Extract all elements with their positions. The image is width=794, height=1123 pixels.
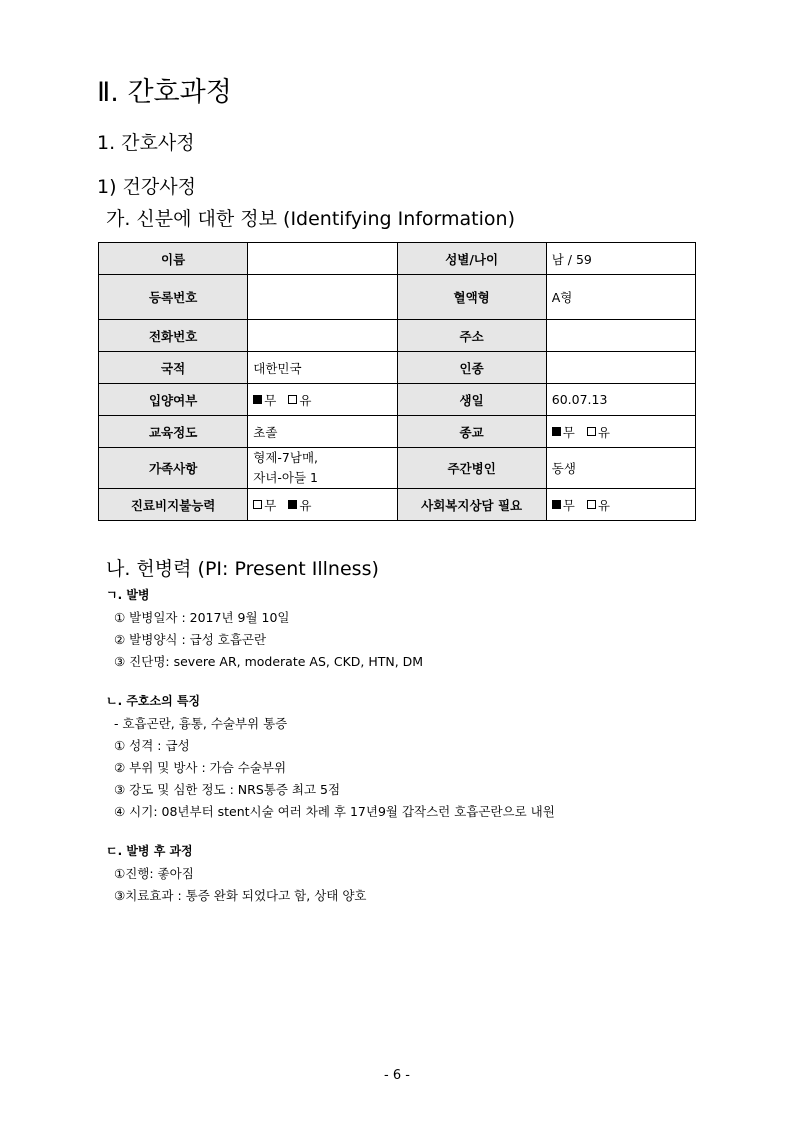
identifying-info-table (98, 242, 696, 521)
religion-options (546, 416, 695, 448)
checkbox-icon (253, 500, 262, 509)
welfare-no-option[interactable] (552, 496, 575, 514)
race-value (546, 352, 695, 384)
subsection-title: 1) 건강사정 (97, 176, 196, 198)
table-row (99, 320, 696, 352)
chief-complaint-intro: - 호흡곤란, 흉통, 수술부위 통증 (114, 716, 288, 731)
welfare-label: 사회복지상담 필요 (397, 489, 546, 521)
checkbox-icon (552, 500, 561, 509)
address-value (546, 320, 695, 352)
table-row (99, 275, 696, 320)
reg-value (248, 275, 397, 320)
page-number: - 6 - (384, 1068, 410, 1083)
family-line-1: 형제-7남매, (253, 450, 318, 465)
family-label: 가족사항 (99, 448, 248, 489)
checkbox-icon (253, 395, 262, 404)
option-label: 유 (299, 392, 312, 408)
phone-label: 전화번호 (99, 320, 248, 352)
race-label: 인종 (397, 352, 546, 384)
welfare-yes-option[interactable] (587, 496, 610, 514)
option-label: 무 (264, 497, 277, 513)
adoption-no-option[interactable] (253, 391, 276, 409)
religion-no-option[interactable] (552, 423, 575, 441)
payment-ability-options (248, 489, 397, 521)
chapter-title: Ⅱ. 간호과정 (97, 77, 232, 108)
present-illness-title: 나. 헌병력 (PI: Present Illness) (106, 558, 379, 580)
table-row (99, 489, 696, 521)
address-label: 주소 (397, 320, 546, 352)
checkbox-icon (587, 500, 596, 509)
chief-item-4: ④ 시기: 08년부터 stent시술 여러 차례 후 17년9월 갑작스런 호흡곤란으로 내원 (114, 804, 555, 819)
education-value: 초졸 (248, 416, 397, 448)
chief-item-1: ① 성격 : 급성 (114, 738, 190, 753)
sex-age-label: 성별/나이 (397, 243, 546, 275)
table-row (99, 448, 696, 489)
option-label: 무 (264, 392, 277, 408)
nation-label: 국적 (99, 352, 248, 384)
onset-item-1: ① 발병일자 : 2017년 9월 10일 (114, 610, 290, 625)
payment-ability-label: 진료비지불능력 (99, 489, 248, 521)
course-item-2: ③치료효과 : 통증 완화 되었다고 함, 상태 양호 (114, 888, 367, 903)
blood-label: 혈액형 (397, 275, 546, 320)
chief-item-3: ③ 강도 및 심한 정도 : NRS통증 최고 5점 (114, 782, 341, 797)
onset-item-2: ② 발병양식 : 급성 호흡곤란 (114, 632, 267, 647)
chief-complaint-title: ㄴ. 주호소의 특징 (106, 694, 201, 708)
checkbox-icon (288, 395, 297, 404)
sex-age-value: 남 / 59 (546, 243, 695, 275)
family-line-2: 자녀-아들 1 (253, 470, 318, 485)
course-item-1: ①진행: 좋아짐 (114, 866, 194, 881)
adoption-yes-option[interactable] (288, 391, 311, 409)
checkbox-icon (587, 427, 596, 436)
payment-yes-option[interactable] (288, 496, 311, 514)
birth-label: 생일 (397, 384, 546, 416)
religion-label: 종교 (397, 416, 546, 448)
table-row (99, 352, 696, 384)
caregiver-label: 주간병인 (397, 448, 546, 489)
option-label: 무 (562, 424, 575, 440)
caregiver-value: 동생 (546, 448, 695, 489)
adoption-options (248, 384, 397, 416)
birth-value: 60.07.13 (546, 384, 695, 416)
option-label: 유 (597, 424, 610, 440)
option-label: 유 (597, 497, 610, 513)
section-title: 1. 간호사정 (97, 132, 195, 154)
blood-value: A형 (546, 275, 695, 320)
onset-item-3: ③ 진단명: severe AR, moderate AS, CKD, HTN, DM (114, 654, 424, 669)
nation-value: 대한민국 (248, 352, 397, 384)
course-title: ㄷ. 발병 후 과정 (106, 844, 193, 858)
name-label: 이름 (99, 243, 248, 275)
name-value (248, 243, 397, 275)
education-label: 교육정도 (99, 416, 248, 448)
reg-label: 등록번호 (99, 275, 248, 320)
option-label: 유 (299, 497, 312, 513)
payment-no-option[interactable] (253, 496, 276, 514)
chief-item-2: ② 부위 및 방사 : 가슴 수술부위 (114, 760, 287, 775)
table-row (99, 384, 696, 416)
checkbox-icon (288, 500, 297, 509)
family-value (248, 448, 397, 489)
onset-title: ㄱ. 발병 (106, 588, 150, 602)
phone-value (248, 320, 397, 352)
identifying-info-title: 가. 신분에 대한 정보 (Identifying Information) (106, 208, 515, 230)
religion-yes-option[interactable] (587, 423, 610, 441)
checkbox-icon (552, 427, 561, 436)
adoption-label: 입양여부 (99, 384, 248, 416)
table-row (99, 416, 696, 448)
option-label: 무 (562, 497, 575, 513)
table-row (99, 243, 696, 275)
welfare-options (546, 489, 695, 521)
